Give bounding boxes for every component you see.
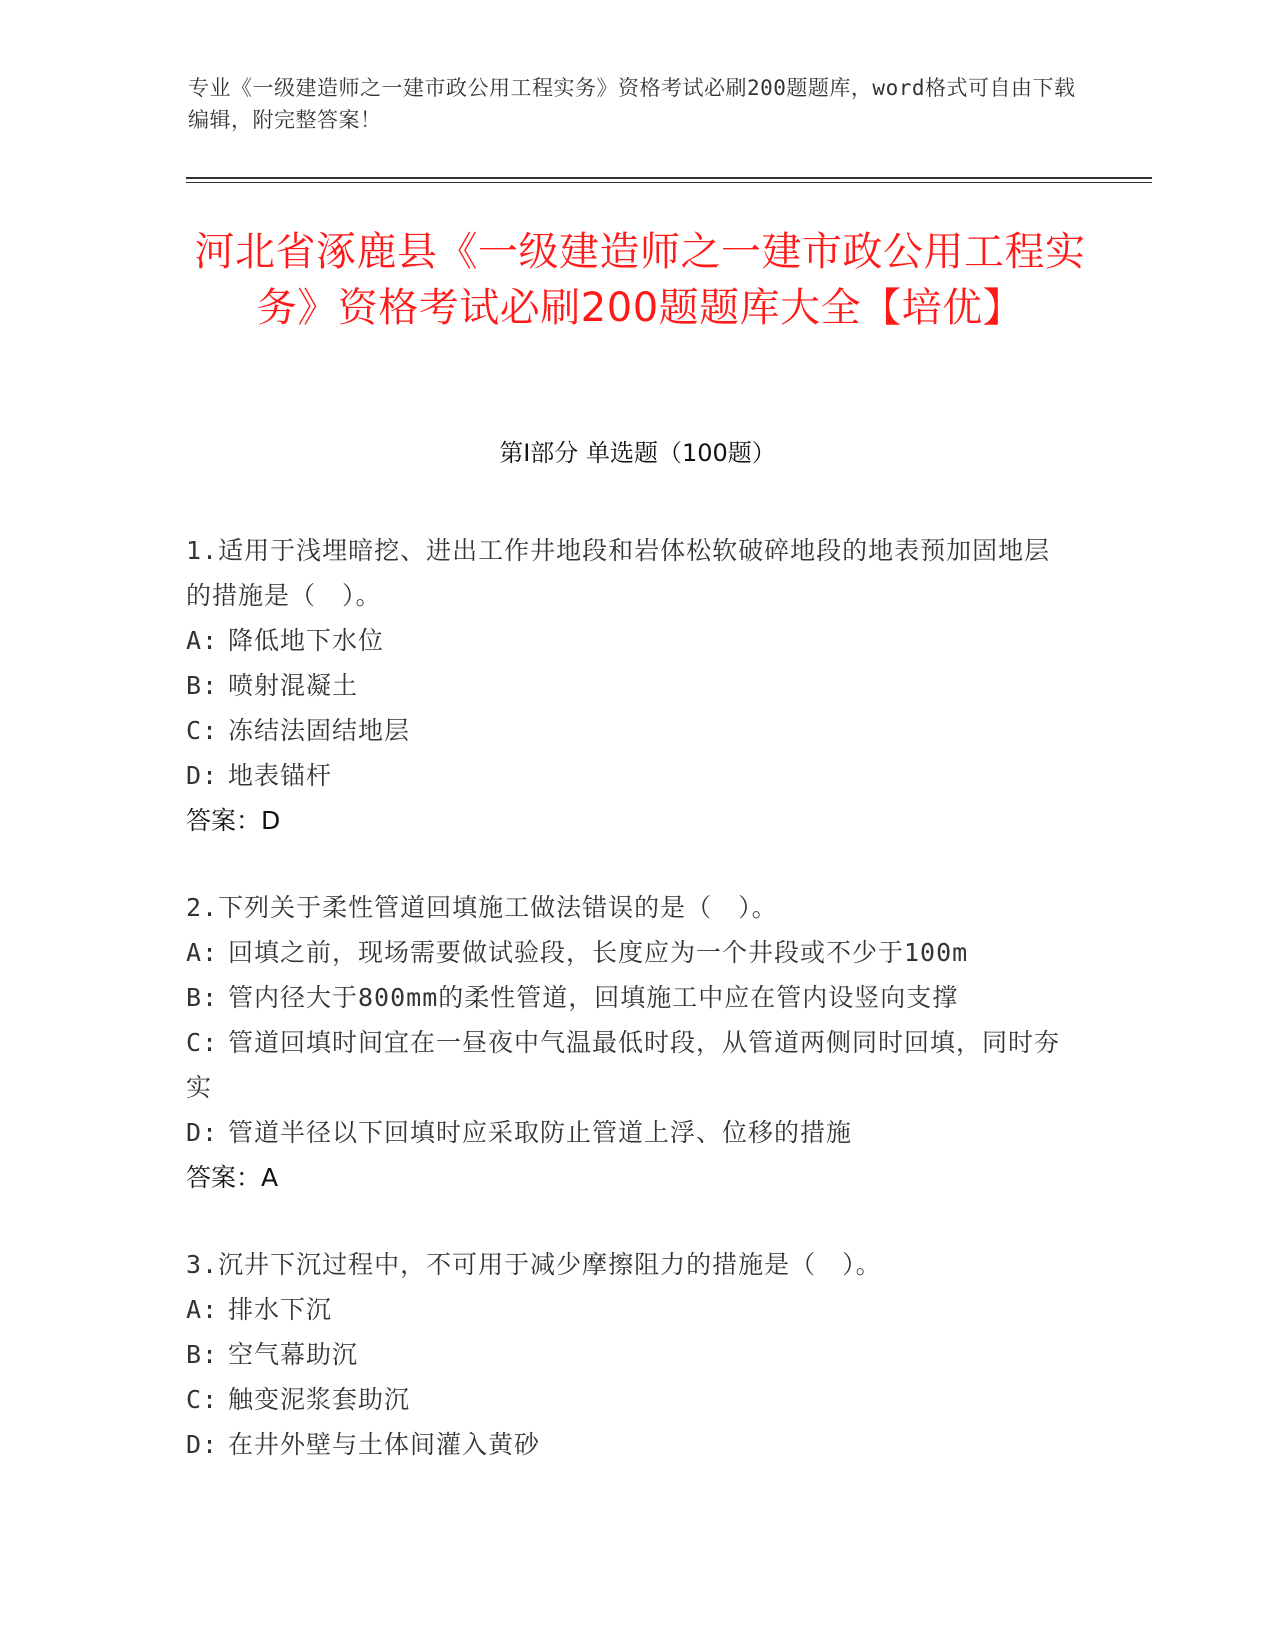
answer-prefix: 答案：	[186, 806, 262, 835]
question-1-stem	[186, 528, 1066, 618]
question-text: 下列关于柔性管道回填施工做法错误的是（ ）。	[218, 893, 778, 922]
option-label: B:	[186, 671, 219, 700]
option-text: 管内径大于800mm的柔性管道，回填施工中应在管内设竖向支撑	[228, 983, 959, 1012]
option-text: 回填之前，现场需要做试验段，长度应为一个井段或不少于100m	[228, 938, 969, 967]
question-3	[186, 1242, 1066, 1467]
option-text: 冻结法固结地层	[228, 716, 411, 745]
option-d	[186, 1422, 1066, 1467]
option-d	[186, 1110, 1066, 1155]
answer-value: A	[261, 1163, 279, 1192]
option-label: D:	[186, 761, 219, 790]
option-text: 触变泥浆套助沉	[228, 1385, 411, 1414]
answer-value: D	[261, 806, 281, 835]
question-list	[186, 528, 1066, 1509]
option-label: C:	[186, 1028, 219, 1057]
option-b	[186, 663, 1066, 708]
question-number: 3.	[186, 1250, 219, 1279]
option-text: 管道回填时间宜在一昼夜中气温最低时段，从管道两侧同时回填，同时夯实	[186, 1028, 1061, 1102]
question-text: 沉井下沉过程中，不可用于减少摩擦阻力的措施是（ ）。	[218, 1250, 882, 1279]
option-text: 排水下沉	[228, 1295, 333, 1324]
section-title: 第Ⅰ部分 单选题（100题）	[499, 439, 776, 467]
option-c	[186, 1020, 1066, 1110]
question-number: 2.	[186, 893, 219, 922]
option-label: B:	[186, 1340, 219, 1369]
option-d	[186, 753, 1066, 798]
header-rule-thin	[186, 182, 1152, 183]
answer-line	[186, 1155, 1066, 1200]
option-label: D:	[186, 1118, 219, 1147]
option-c	[186, 1377, 1066, 1422]
question-2	[186, 885, 1066, 1200]
header-rule-thick	[186, 177, 1152, 179]
option-a	[186, 930, 1066, 975]
option-a	[186, 618, 1066, 663]
header-note: 专业《一级建造师之一建市政公用工程实务》资格考试必刷200题题库，word格式可自由下载编辑，附完整答案！	[188, 76, 1076, 132]
option-b	[186, 1332, 1066, 1377]
option-b	[186, 975, 1066, 1020]
option-label: A:	[186, 626, 219, 655]
question-text: 适用于浅埋暗挖、进出工作井地段和岩体松软破碎地段的地表预加固地层的措施是（ ）。	[186, 536, 1051, 610]
question-1	[186, 528, 1066, 843]
option-label: C:	[186, 1385, 219, 1414]
option-text: 降低地下水位	[228, 626, 385, 655]
question-2-stem	[186, 885, 1066, 930]
option-label: A:	[186, 1295, 219, 1324]
option-label: C:	[186, 716, 219, 745]
answer-line	[186, 798, 1066, 843]
option-label: B:	[186, 983, 219, 1012]
option-text: 在井外壁与土体间灌入黄砂	[228, 1430, 541, 1459]
option-c	[186, 708, 1066, 753]
question-3-stem	[186, 1242, 1066, 1287]
document-title: 河北省涿鹿县《一级建造师之一建市政公用工程实务》资格考试必刷200题题库大全【培优】	[194, 229, 1086, 331]
option-label: D:	[186, 1430, 219, 1459]
option-text: 喷射混凝土	[228, 671, 359, 700]
option-label: A:	[186, 938, 219, 967]
option-text: 空气幕助沉	[228, 1340, 359, 1369]
question-number: 1.	[186, 536, 219, 565]
option-text: 地表锚杆	[228, 761, 333, 790]
option-text: 管道半径以下回填时应采取防止管道上浮、位移的措施	[228, 1118, 853, 1147]
answer-prefix: 答案：	[186, 1163, 262, 1192]
option-a	[186, 1287, 1066, 1332]
